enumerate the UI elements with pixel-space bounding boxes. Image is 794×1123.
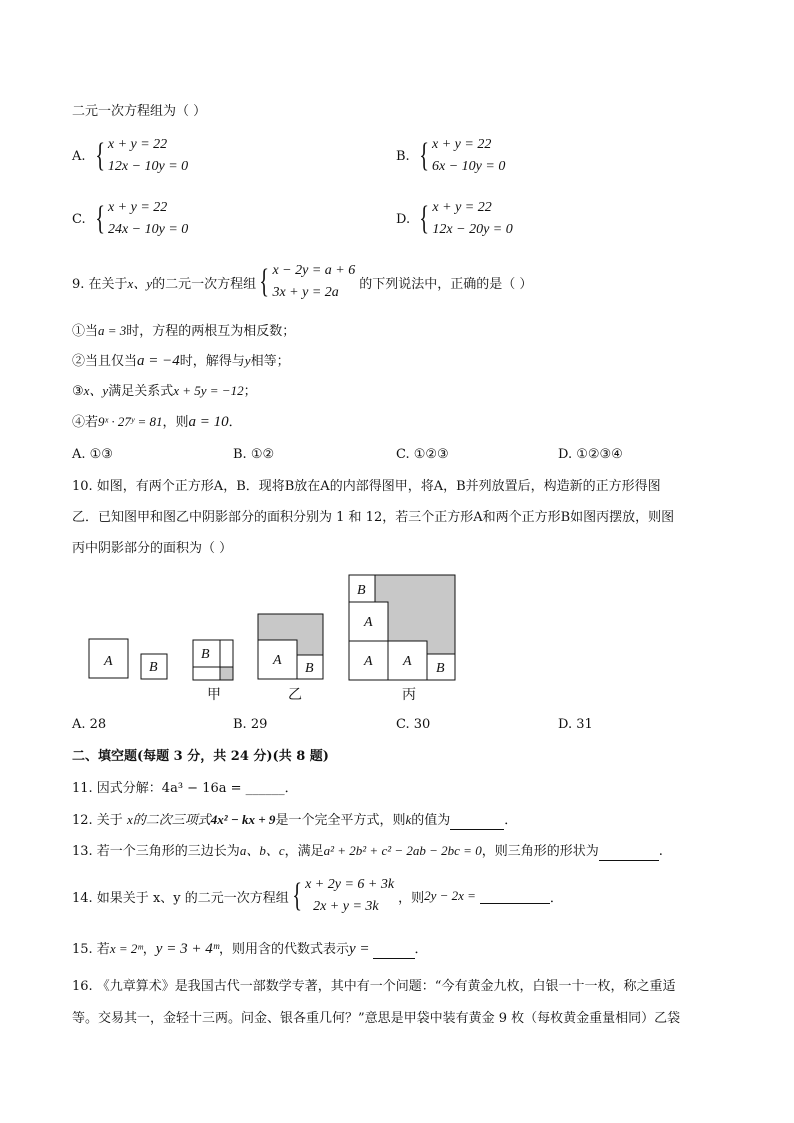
math: y = 3 + 4ᵐ [155,941,219,957]
q9-mid: 的二元一次方程组 [152,276,257,292]
answer-blank[interactable] [373,944,415,959]
brace-icon: { [94,137,105,174]
text: ，满足 [284,844,324,859]
brace-icon: { [292,877,302,914]
label-a: A [364,615,373,630]
text: ． [228,415,242,430]
option-label: D. [396,211,411,227]
q10-line-2: 乙．已知图甲和图乙中阴影部分的面积分别为 1 和 12，若三个正方形A和两个正方形B如图丙摆放，则图 [72,510,675,525]
text: ． [414,942,428,957]
equation: x + y = 22 [107,200,168,215]
label-bing: 丙 [402,688,416,703]
label-b: B [305,661,314,676]
text: 13. 若一个三角形的三边长为 [72,844,240,859]
label-b: B [149,660,158,675]
q12 [72,811,517,830]
text: ． [549,890,563,906]
brace-icon: { [418,137,429,174]
math: 9ˣ · 27ʸ = 81 [98,414,163,429]
math: x + 5y = −12 [173,383,244,398]
label-a: A [364,654,373,669]
equation: x + y = 22 [432,200,492,215]
q10-option-b: B. 29 [233,717,268,732]
brace-icon: { [259,263,270,300]
equation: 12x − 20y = 0 [432,222,513,237]
label-b: B [357,583,366,598]
math: a = 10 [188,414,229,430]
q16-line-1: 16. 《九章算术》是我国古代一部数学专著，其中有一个问题：“今有黄金九枚，白银一十一枚，称之重适 [72,979,676,994]
label-a: A [104,654,113,669]
q9-option-a: A. ①③ [72,447,113,462]
q9-prefix: 9. 在关于 [72,276,128,292]
text: ，则三角形的形状为 [481,844,599,859]
figure-jia [193,640,233,680]
answer-blank[interactable] [480,889,550,904]
math: x = 2ᵐ [109,941,143,956]
brace-icon: { [419,200,430,237]
math: 2y − 2x = [424,888,476,903]
text: 15. 若 [72,942,110,957]
math: x [126,812,133,827]
text: ， [142,942,156,957]
q8-stem: 二元一次方程组为（ ） [72,104,207,119]
q9-suffix: 的下列说法中，正确的是（ ） [359,276,533,292]
label-a: A [273,653,282,668]
answer-blank[interactable] [450,815,504,830]
label-jia: 甲 [207,688,221,703]
q10-option-a: A. 28 [72,717,107,732]
label-b: B [436,661,445,676]
math: k [405,812,412,827]
text: 时，方程的两根互为相反数； [126,324,296,339]
math: a = 3 [98,323,127,338]
equation: x + y = 22 [432,137,492,152]
option-label: B. [396,148,410,164]
q10-line-1: 10. 如图，有两个正方形A，B．现将B放在A的内部得图甲，将A，B并列放置后，构造新的正方形得图 [72,479,661,494]
text: ，则用含的代数式表示 [218,942,349,957]
text: 是一个完全平方式，则 [275,813,406,828]
q10-option-d: D. 31 [558,717,593,732]
option-label: C. [72,211,86,227]
math: a = −4 [137,353,180,369]
option-label: A. [72,148,86,164]
equation: 24x − 10y = 0 [107,222,189,237]
equation: x + y = 22 [107,137,168,152]
equation: 12x − 10y = 0 [107,159,189,174]
answer-blank[interactable] [599,846,659,861]
q14 [72,874,563,918]
q11: 11. 因式分解：4a³ − 16a = ______． [72,781,298,796]
equation: 3x + y = 2a [272,285,339,300]
text: ，则 [162,415,189,430]
text: 14. 如果关于 x、y 的二元一次方程组 [72,890,289,906]
text: ③ [72,384,84,399]
text: . [658,844,663,859]
q10-line-3: 丙中阴影部分的面积为（ ） [72,541,233,556]
q9-option-d: D. ①②③④ [558,447,623,462]
label-yi: 乙 [288,688,302,703]
equation: 6x − 10y = 0 [432,159,506,174]
equation: x − 2y = a + 6 [272,263,356,278]
math: a² + 2b² + c² − 2ab − 2bc = 0 [323,843,482,858]
text: ； [243,384,257,399]
text: 12. 关于 [72,813,123,828]
text: 的值为 [411,813,451,828]
text: 相等； [250,354,290,369]
math: y = [348,941,370,957]
label-a: A [403,654,412,669]
text: 时，解得与 [179,354,245,369]
math: x、y [83,383,109,398]
q16-line-2: 等。交易其一，金轻十三两。问金、银各重几何？”意思是甲袋中装有黄金 9 枚（每枚黄金重量相同）乙袋 [72,1011,681,1026]
q9-vars: x、y [127,275,153,291]
text: 满足关系式 [108,384,174,399]
text: ②当且仅当 [72,354,138,369]
equation: 2x + y = 3k [313,899,379,914]
math: a、b、c [239,843,285,858]
text: 的二次三项式 [132,813,211,828]
label-b: B [201,647,210,662]
equation: x + 2y = 6 + 3k [305,877,395,892]
q15 [72,940,428,959]
q9-option-c: C. ①②③ [396,447,449,462]
text: ． [504,813,518,828]
q13 [72,842,663,861]
section-title: 二、填空题(每题 3 分，共 24 分)(共 8 题) [72,749,329,764]
brace-icon: { [94,200,105,237]
text: ④若 [72,415,99,430]
q10-option-c: C. 30 [396,717,431,732]
math: 4x² − kx + 9 [210,812,276,827]
text: ①当 [72,324,99,339]
math: y [244,353,251,368]
text: ，则 [398,890,425,906]
q9-option-b: B. ①② [233,447,275,462]
